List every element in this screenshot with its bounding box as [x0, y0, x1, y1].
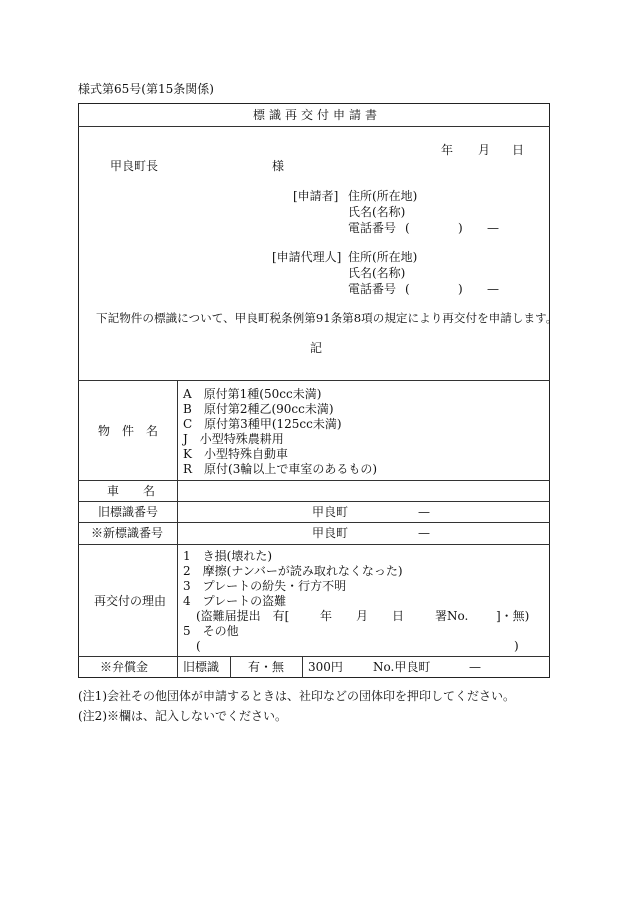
- fee-dash: —: [469, 660, 481, 674]
- title-divider: [78, 126, 550, 127]
- agent-phone-label: 電話番号: [348, 282, 397, 296]
- agent-label: [申請代理人]: [272, 250, 342, 264]
- reason-other: 5 その他: [183, 624, 239, 638]
- form-number: 様式第65号(第15条関係): [78, 82, 214, 96]
- item-option: A 原付第1種(50cc未満): [183, 387, 322, 401]
- reason-option: 1 き損(壊れた): [183, 549, 272, 563]
- item-label: 物 件 名: [98, 424, 159, 438]
- fee-amount: 300円: [308, 660, 343, 674]
- agent-address: 住所(所在地): [348, 250, 418, 264]
- theft-station-no: 署No.: [435, 609, 469, 623]
- applicant-phone-label: 電話番号: [348, 221, 397, 235]
- fee-divider: [302, 656, 303, 678]
- item-option: K 小型特殊自動車: [183, 447, 288, 461]
- fee-choice: 有・無: [248, 660, 285, 674]
- item-option: R 原付(3輪以上で車室のあるもの): [183, 462, 378, 476]
- form-title: 標識再交付申請書: [253, 108, 382, 122]
- new-number-town: 甲良町: [312, 526, 349, 540]
- reason-option: 4 プレートの盗難: [183, 594, 287, 608]
- old-number-dash: —: [418, 505, 430, 519]
- theft-day: 日: [392, 609, 405, 623]
- reason-option: 2 摩擦(ナンバーが読み取れなくなった): [183, 564, 403, 578]
- applicant-name: 氏名(名称): [348, 205, 406, 219]
- agent-phone-close: ): [458, 282, 463, 296]
- note-1: (注1)会社その他団体が申請するときは、社印などの団体印を押印してください。: [78, 689, 516, 703]
- new-number-dash: —: [418, 526, 430, 540]
- row-divider: [78, 656, 550, 657]
- fee-divider: [230, 656, 231, 678]
- item-option: C 原付第3種甲(125cc未満): [183, 417, 342, 431]
- item-option: B 原付第2種乙(90cc未満): [183, 402, 334, 416]
- theft-year: 年: [320, 609, 333, 623]
- old-number-town: 甲良町: [312, 505, 349, 519]
- applicant-address: 住所(所在地): [348, 189, 418, 203]
- row-divider: [78, 501, 550, 502]
- agent-name: 氏名(名称): [348, 266, 406, 280]
- row-divider: [78, 544, 550, 545]
- applicant-label: [申請者]: [293, 189, 339, 203]
- note-2: (注2)※欄は、記入しないでください。: [78, 709, 287, 723]
- agent-phone-dash: —: [487, 282, 499, 296]
- old-number-label: 旧標識番号: [98, 505, 159, 519]
- agent-phone-open: (: [405, 282, 410, 296]
- theft-end: ]・無): [496, 609, 530, 623]
- addressee-name: 甲良町長: [110, 159, 159, 173]
- other-open: (: [196, 639, 201, 653]
- applicant-phone-close: ): [458, 221, 463, 235]
- ki-mark: 記: [310, 341, 323, 355]
- theft-month: 月: [356, 609, 369, 623]
- label-column-divider: [177, 380, 178, 678]
- item-option: J 小型特殊農耕用: [183, 432, 284, 446]
- date-day: 日: [512, 143, 525, 157]
- statement: 下記物件の標識について、甲良町税条例第91条第8項の規定により再交付を申請します。: [96, 311, 558, 325]
- applicant-phone-open: (: [405, 221, 410, 235]
- addressee-honorific: 様: [272, 159, 285, 173]
- date-year: 年: [441, 143, 454, 157]
- vehicle-label: 車 名: [107, 484, 156, 498]
- fee-old-sign: 旧標識: [183, 660, 220, 674]
- applicant-phone-dash: —: [487, 221, 499, 235]
- reason-label: 再交付の理由: [94, 594, 167, 608]
- fee-number: No.甲良町: [373, 660, 431, 674]
- row-divider: [78, 522, 550, 523]
- fee-label: ※弁償金: [100, 660, 149, 674]
- date-month: 月: [478, 143, 491, 157]
- row-divider: [78, 480, 550, 481]
- header-divider: [78, 380, 550, 381]
- new-number-label: ※新標識番号: [91, 526, 164, 540]
- other-close: ): [514, 639, 519, 653]
- theft-report: (盗難届提出 有[: [196, 609, 290, 623]
- reason-option: 3 プレートの紛失・行方不明: [183, 579, 347, 593]
